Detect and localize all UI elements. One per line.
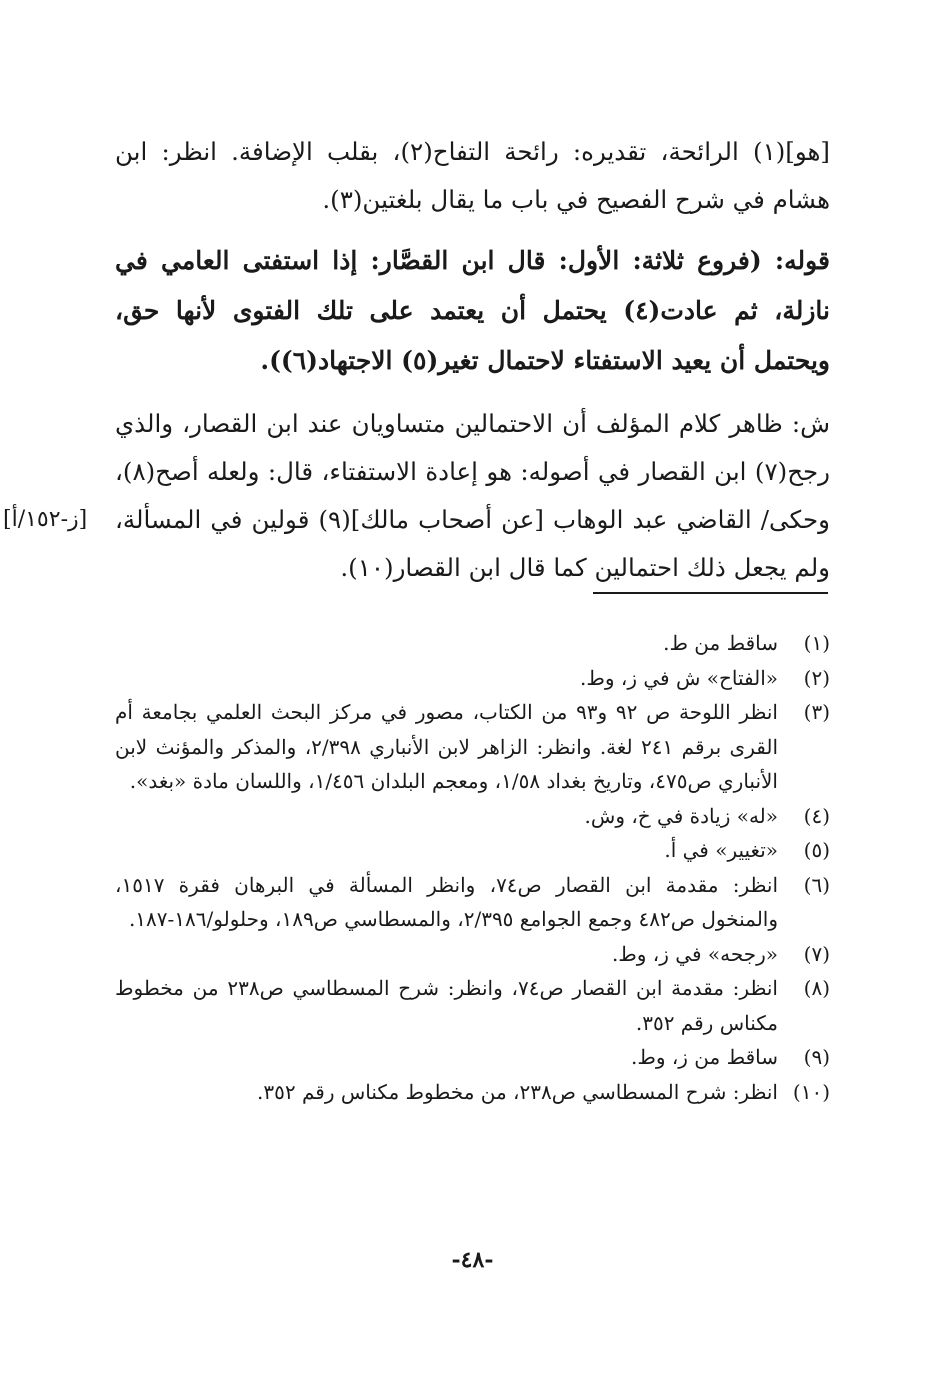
footnote-separator <box>593 592 828 594</box>
footnote-text: «رجحه» في ز، وط. <box>611 941 778 966</box>
margin-manuscript-reference: [ز-١٥٢/أ] <box>3 507 88 532</box>
footnote-number: (١٠) <box>792 1079 830 1104</box>
footnote-item <box>115 971 830 1040</box>
footnote-number: (٣) <box>803 700 830 724</box>
footnote-item <box>115 661 830 696</box>
footnote-item <box>115 626 830 661</box>
footnote-number: (٥) <box>803 838 830 862</box>
footnote-item <box>115 1040 830 1075</box>
footnote-text: انظر اللوحة ص ٩٢ و٩٣ من الكتاب، مصور في مركز البحث العلمي بجامعة أم القرى برقم ٢٤١ لغة. وانظر: الزاهر لابن الأنباري ٢/٣٩٨، والمذكر والمؤنث لابن الأنباري ص٤٧٥، وتاريخ بغداد ١/٥٨، ومعجم البلدان ١/٤٥٦، واللسان مادة «بغد». <box>115 700 778 793</box>
footnote-text: انظر: مقدمة ابن القصار ص٧٤، وانظر المسألة في البرهان فقرة ١٥١٧، والمنخول ص٤٨٢ وجمع الجوامع ٢/٣٩٥، والمسطاسي ص١٨٩، وحلولو/١٨٦-١٨٧. <box>115 872 779 931</box>
page-number: -٤٨- <box>451 1247 494 1273</box>
footnote-item <box>115 868 830 937</box>
footnote-number: (٧) <box>803 941 830 966</box>
footnote-item <box>115 833 830 868</box>
paragraph-commentary: ش: ظاهر كلام المؤلف أن الاحتمالين متساويان عند ابن القصار، والذي رجح(٧) ابن القصار في أصوله: هو إعادة الاستفتاء، قال: ولعله أصح(٨)، وحكى/ القاضي عبد الوهاب [عن أصحاب مالك](٩) قولين في المسألة، ولم يجعل ذلك احتمالين كما قال ابن القصار(١٠). <box>115 409 830 582</box>
footnotes <box>115 626 830 1109</box>
footnote-number: (٦) <box>803 872 830 897</box>
footnote-text: «له» زيادة في خ، وش. <box>584 803 778 828</box>
footnote-number: (٤) <box>803 803 830 828</box>
footnote-item <box>115 1075 830 1110</box>
footnote-item <box>115 937 830 972</box>
footnote-text: انظر: مقدمة ابن القصار ص٧٤، وانظر: شرح المسطاسي ص٢٣٨ من مخطوط مكناس رقم ٣٥٢. <box>115 976 778 1035</box>
footnote-number: (٩) <box>803 1045 830 1069</box>
footnote-item <box>115 799 830 834</box>
footnote-text: ساقط من ط. <box>663 631 778 655</box>
footnote-text: «الفتاح» ش في ز، وط. <box>580 665 778 690</box>
footnote-text: «تغيير» في أ. <box>664 838 778 862</box>
main-text <box>115 128 830 606</box>
footnote-text: انظر: شرح المسطاسي ص٢٣٨، من مخطوط مكناس رقم ٣٥٢. <box>257 1079 778 1104</box>
paragraph-quoted-text: قوله: (فروع ثلاثة: الأول: قال ابن القصَّار: إذا استفتى العامي في نازلة، ثم عادت(٤) يحتمل أن يعتمد على تلك الفتوى لأنها حق، ويحتمل أن يعيد الاستفتاء لاحتمال تغير(٥) الاجتهاد(٦)). <box>115 246 830 375</box>
footnote-text: ساقط من ز، وط. <box>630 1045 778 1069</box>
footnote-number: (٨) <box>803 976 830 1000</box>
footnote-item <box>115 695 830 799</box>
paragraph-intro: [هو](١) الرائحة، تقديره: رائحة التفاح(٢)، بقلب الإضافة. انظر: ابن هشام في شرح الفصيح في باب ما يقال بلغتين(٣). <box>115 137 830 214</box>
footnote-number: (٢) <box>803 665 830 690</box>
footnote-number: (١) <box>803 631 830 655</box>
